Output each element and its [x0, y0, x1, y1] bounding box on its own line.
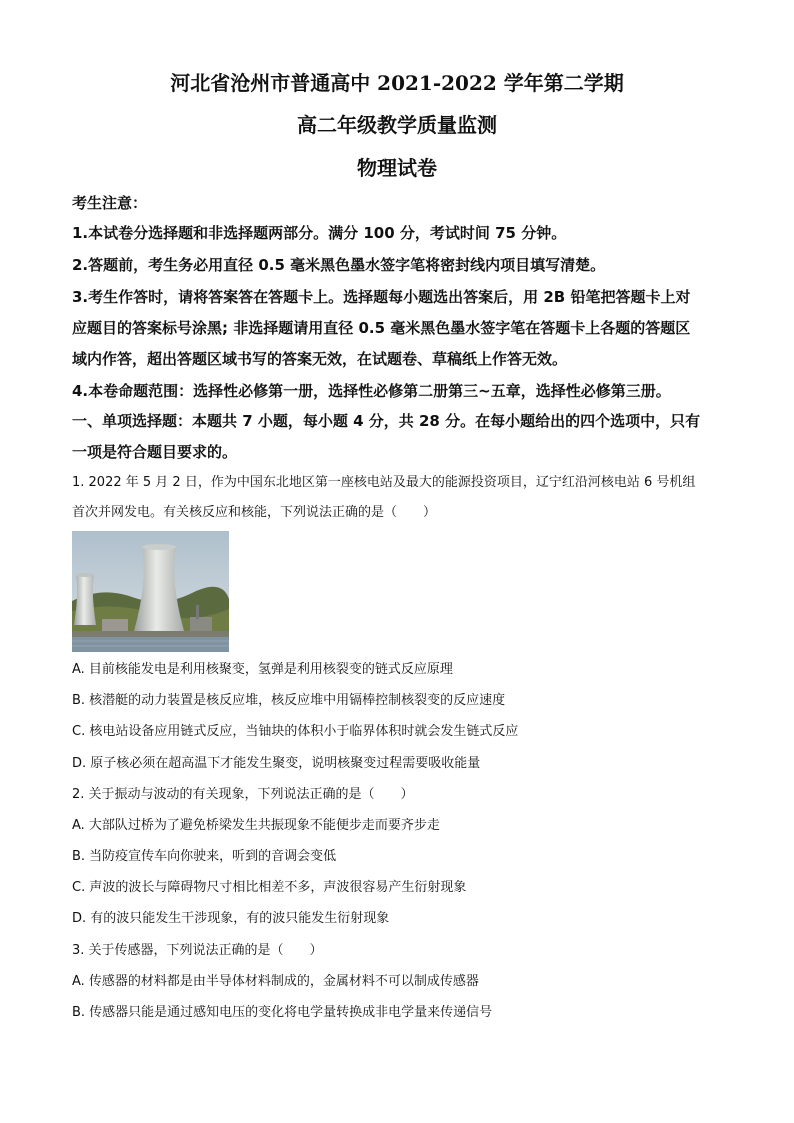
exam-title-line1: 河北省沧州市普通高中 2021-2022 学年第二学期: [170, 71, 624, 95]
notice-line: 应题目的答案标号涂黑; 非选择题请用直径 0.5 毫米黑色墨水签字笔在答题卡上各题的答题区: [72, 319, 691, 337]
question-2-option-c: C. 声波的波长与障碍物尺寸相比相差不多，声波很容易产生衍射现象: [72, 880, 467, 895]
notice-line: 域内作答，超出答题区域书写的答案无效，在试题卷、草稿纸上作答无效。: [72, 350, 568, 368]
question-2-option-d: D. 有的波只能发生干涉现象，有的波只能发生衍射现象: [72, 911, 390, 926]
question-2-option-b: B. 当防疫宣传车向你驶来，听到的音调会变低: [72, 849, 337, 864]
section-heading: 一、单项选择题：本题共 7 小题，每小题 4 分，共 28 分。在每小题给出的四个选项中，只有: [72, 412, 701, 430]
question-1-stem: 1. 2022 年 5 月 2 日，作为中国东北地区第一座核电站及最大的能源投资项目，辽宁红沿河核电站 6 号机组: [72, 475, 696, 490]
nuclear-plant-photo: [72, 531, 229, 652]
question-1-stem-cont: 首次并网发电。有关核反应和核能，下列说法正确的是（ ）: [72, 505, 437, 520]
question-2-option-a: A. 大部队过桥为了避免桥梁发生共振现象不能便步走而要齐步走: [72, 818, 440, 833]
notice-line: 3.考生作答时，请将答案答在答题卡上。选择题每小题选出答案后，用 2B 铅笔把答题卡上对: [72, 288, 691, 306]
question-1-option-d: D. 原子核必须在超高温下才能发生聚变，说明核聚变过程需要吸收能量: [72, 756, 481, 771]
question-1-option-b: B. 核潜艇的动力装置是核反应堆，核反应堆中用镉棒控制核裂变的反应速度: [72, 693, 506, 708]
notice-heading: 考生注意：: [72, 194, 148, 212]
question-1-option-a: A. 目前核能发电是利用核聚变，氢弹是利用核裂变的链式反应原理: [72, 662, 453, 677]
notice-line: 4.本卷命题范围：选择性必修第一册，选择性必修第二册第三~五章，选择性必修第三册。: [72, 382, 671, 400]
notice-line: 2.答题前，考生务必用直径 0.5 毫米黑色墨水签字笔将密封线内项目填写清楚。: [72, 256, 606, 274]
question-1-option-c: C. 核电站设备应用链式反应，当铀块的体积小于临界体积时就会发生链式反应: [72, 724, 519, 739]
question-2-stem: 2. 关于振动与波动的有关现象，下列说法正确的是（ ）: [72, 787, 414, 802]
exam-title-line2: 高二年级教学质量监测: [297, 113, 497, 137]
section-heading-cont: 一项是符合题目要求的。: [72, 443, 238, 461]
question-3-option-a: A. 传感器的材料都是由半导体材料制成的，金属材料不可以制成传感器: [72, 974, 479, 989]
notice-line: 1.本试卷分选择题和非选择题两部分。满分 100 分，考试时间 75 分钟。: [72, 224, 567, 242]
exam-subject-title: 物理试卷: [357, 156, 437, 180]
question-3-option-b: B. 传感器只能是通过感知电压的变化将电学量转换成非电学量来传递信号: [72, 1005, 493, 1020]
question-3-stem: 3. 关于传感器，下列说法正确的是（ ）: [72, 943, 323, 958]
